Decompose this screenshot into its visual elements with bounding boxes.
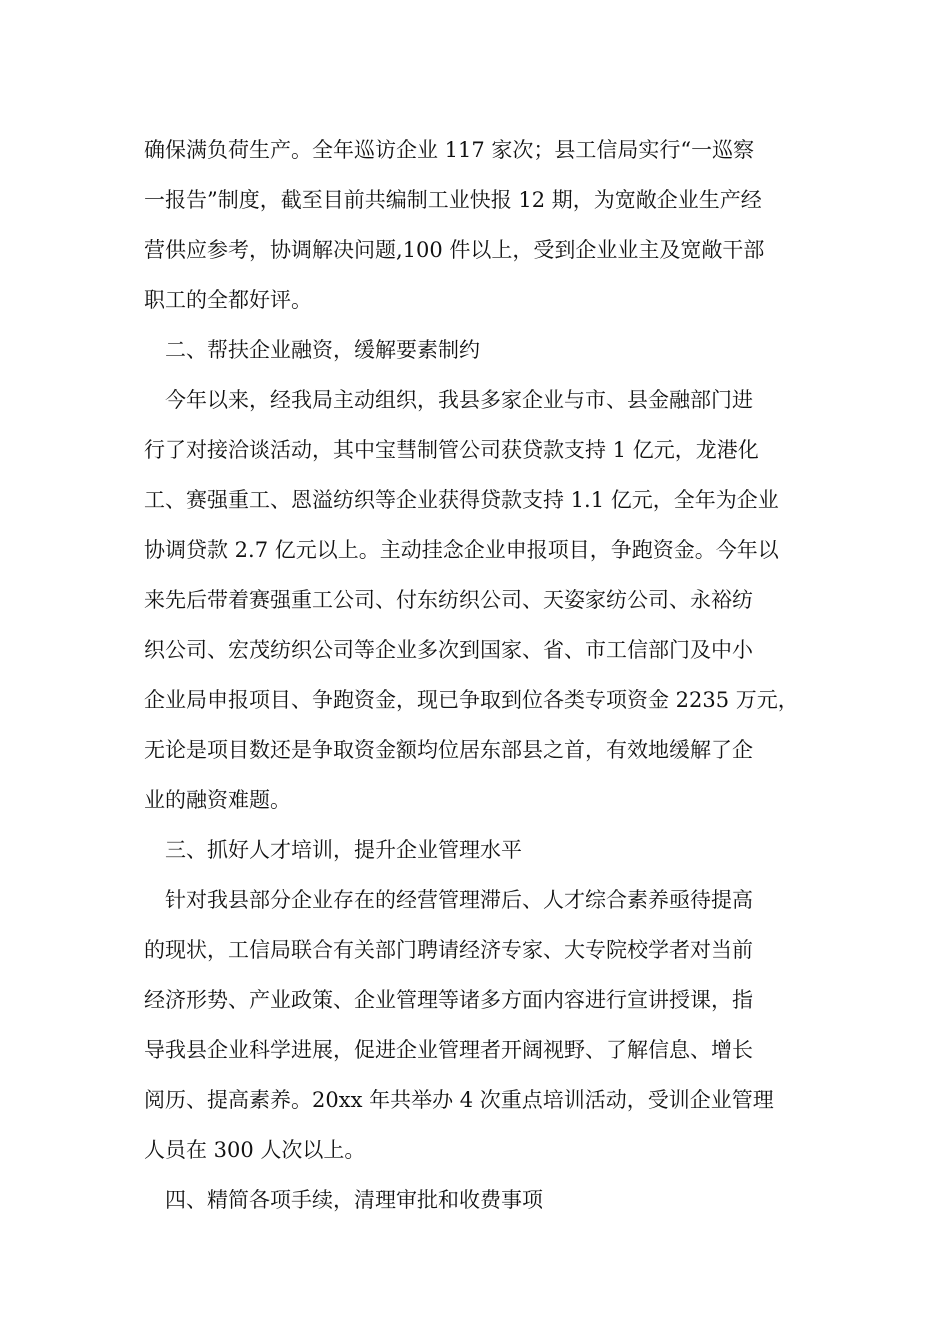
text-line: 阅历、提高素养。20xx 年共举办 4 次重点培训活动，受训企业管理 bbox=[144, 1088, 774, 1112]
text-line: 职工的全都好评。 bbox=[144, 288, 312, 312]
text-line: 人员在 300 人次以上。 bbox=[144, 1138, 366, 1162]
section-heading: 二、帮扶企业融资，缓解要素制约 bbox=[165, 338, 480, 362]
text-line: 行了对接洽谈活动，其中宝彗制管公司获贷款支持 1 亿元，龙港化 bbox=[144, 438, 759, 462]
text-line: 确保满负荷生产。全年巡访企业 117 家次；县工信局实行“一巡察 bbox=[144, 138, 755, 162]
text-line: 导我县企业科学进展，促进企业管理者开阔视野、了解信息、增长 bbox=[144, 1038, 753, 1062]
section-heading: 三、抓好人才培训，提升企业管理水平 bbox=[165, 838, 522, 862]
section-heading: 四、精简各项手续，清理审批和收费事项 bbox=[165, 1188, 543, 1212]
document-page bbox=[144, 125, 824, 1225]
paragraph-first-line: 今年以来，经我局主动组织，我县多家企业与市、县金融部门进 bbox=[165, 388, 753, 412]
text-line: 协调贷款 2.7 亿元以上。主动挂念企业申报项目，争跑资金。今年以 bbox=[144, 538, 779, 562]
text-line: 来先后带着赛强重工公司、付东纺织公司、天姿家纺公司、永裕纺 bbox=[144, 588, 753, 612]
text-line: 工、赛强重工、恩溢纺织等企业获得贷款支持 1.1 亿元，全年为企业 bbox=[144, 488, 779, 512]
text-line: 一报告”制度，截至目前共编制工业快报 12 期，为宽敞企业生产经 bbox=[144, 188, 762, 212]
text-line: 经济形势、产业政策、企业管理等诸多方面内容进行宣讲授课，指 bbox=[144, 988, 753, 1012]
text-line: 企业局申报项目、争跑资金，现已争取到位各类专项资金 2235 万元， bbox=[144, 688, 799, 712]
text-line: 的现状，工信局联合有关部门聘请经济专家、大专院校学者对当前 bbox=[144, 938, 753, 962]
text-line: 营供应参考，协调解决问题,100 件以上，受到企业业主及宽敞干部 bbox=[144, 238, 765, 262]
text-line: 业的融资难题。 bbox=[144, 788, 291, 812]
text-line: 无论是项目数还是争取资金额均位居东部县之首，有效地缓解了企 bbox=[144, 738, 753, 762]
text-line: 织公司、宏茂纺织公司等企业多次到国家、省、市工信部门及中小 bbox=[144, 638, 753, 662]
paragraph-first-line: 针对我县部分企业存在的经营管理滞后、人才综合素养亟待提高 bbox=[165, 888, 753, 912]
